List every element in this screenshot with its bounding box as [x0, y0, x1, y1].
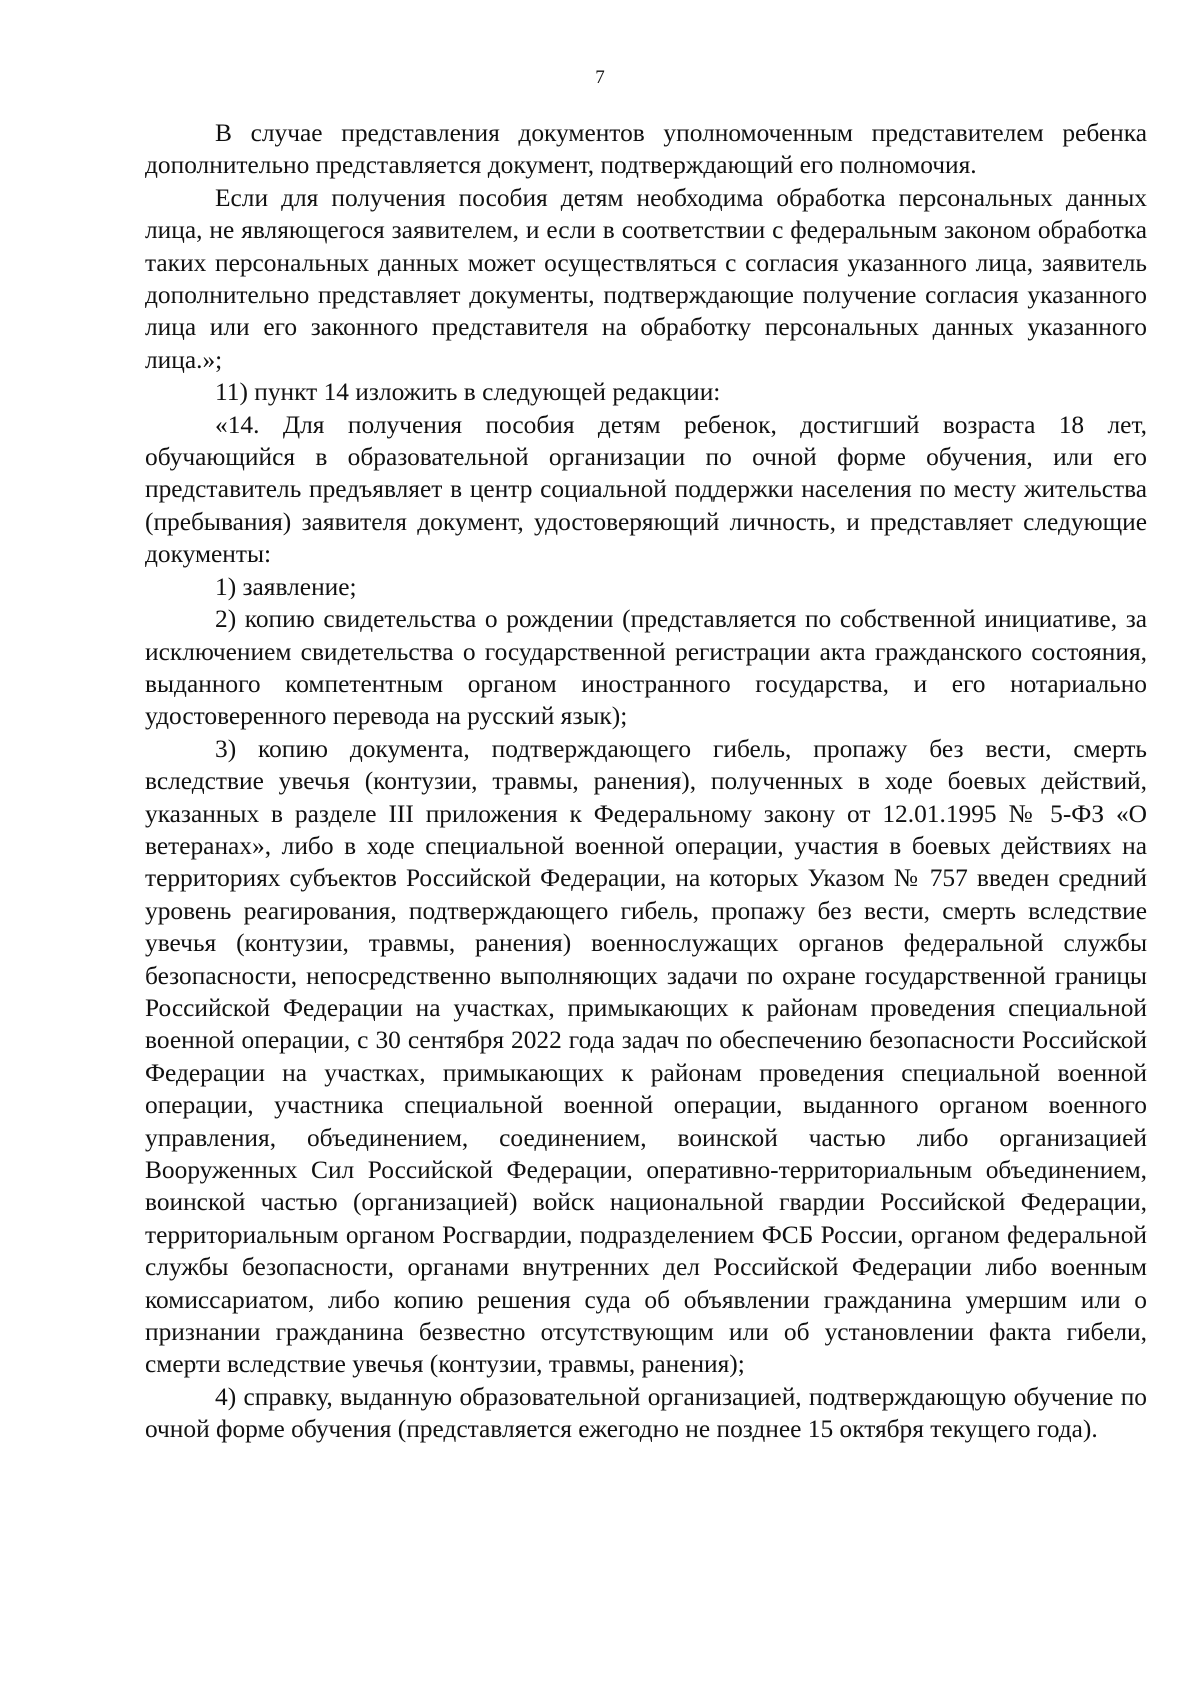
paragraph-clause-14: «14. Для получения пособия детям ребенок, достигший возраста 18 лет, обучающийся в образовательной организации по очной форме обучения, или его представитель предъявляет в центр социальной поддержки населения по месту жительства (пребывания) заявителя документ, удостоверяющий личность, и представляет следующие документы:	[145, 410, 1147, 569]
list-item-2-birth-certificate: 2) копию свидетельства о рождении (представляется по собственной инициативе, за исключением свидетельства о государственной регистрации акта гражданского состояния, выданного компетентным органом иностранного государства, и его нотариально удостоверенного перевода на русский язык);	[145, 605, 1147, 731]
paragraph-personal-data-consent: Если для получения пособия детям необходима обработка персональных данных лица, не являющегося заявителем, и если в соответствии с федеральным законом обработка таких персональных данных может осуществляться с согласия указанного лица, заявитель дополнительно представляет документы, подтверждающие получение согласия указанного лица или его законного представителя на обработку персональных данных указанного лица.»;	[145, 183, 1147, 374]
document-body	[145, 117, 1147, 1446]
page-number: 7	[595, 67, 605, 88]
paragraph-representative-documents: В случае представления документов уполномоченным представителем ребенка дополнительно представляется документ, подтверждающий его полномочия.	[145, 119, 1147, 180]
list-item-3-death-document: 3) копию документа, подтверждающего гибель, пропажу без вести, смерть вследствие увечья (контузии, травмы, ранения), полученных в ходе боевых действий, указанных в разделе III приложения к Федеральному закону от 12.01.1995 № 5-ФЗ «О ветеранах», либо в ходе специальной военной операции, участия в боевых действиях на территориях субъектов Российской Федерации, на которых Указом № 757 введен средний уровень реагирования, подтверждающего гибель, пропажу без вести, смерть вследствие увечья (контузии, травмы, ранения) военнослужащих органов федеральной службы безопасности, непосредственно выполняющих задачи по охране государственной границы Российской Федерации на участках, примыкающих к районам проведения специальной военной операции, с 30 сентября 2022 года задач по обеспечению безопасности Российской Федерации на участках, примыкающих к районам проведения специальной военной операции, участника специальной военной операции, выданного органом военного управления, объединением, соединением, воинской частью либо организацией Вооруженных Сил Российской Федерации, оперативно-территориальным объединением, воинской частью (организацией) войск национальной гвардии Российской Федерации, территориальным органом Росгвардии, подразделением ФСБ России, органом федеральной службы безопасности, органами внутренних дел Российской Федерации либо военным комиссариатом, либо копию решения суда об объявлении гражданина умершим или о признании гражданина безвестно отсутствующим или об установлении факта гибели, смерти вследствие увечья (контузии, травмы, ранения);	[145, 734, 1147, 1379]
list-item-4-education-certificate: 4) справку, выданную образовательной организацией, подтверждающую обучение по очной форме обучения (представляется ежегодно не позднее 15 октября текущего года).	[145, 1382, 1147, 1444]
list-item-1-application: 1) заявление;	[215, 572, 357, 601]
paragraph-item-11: 11) пункт 14 изложить в следующей редакции:	[215, 378, 721, 407]
